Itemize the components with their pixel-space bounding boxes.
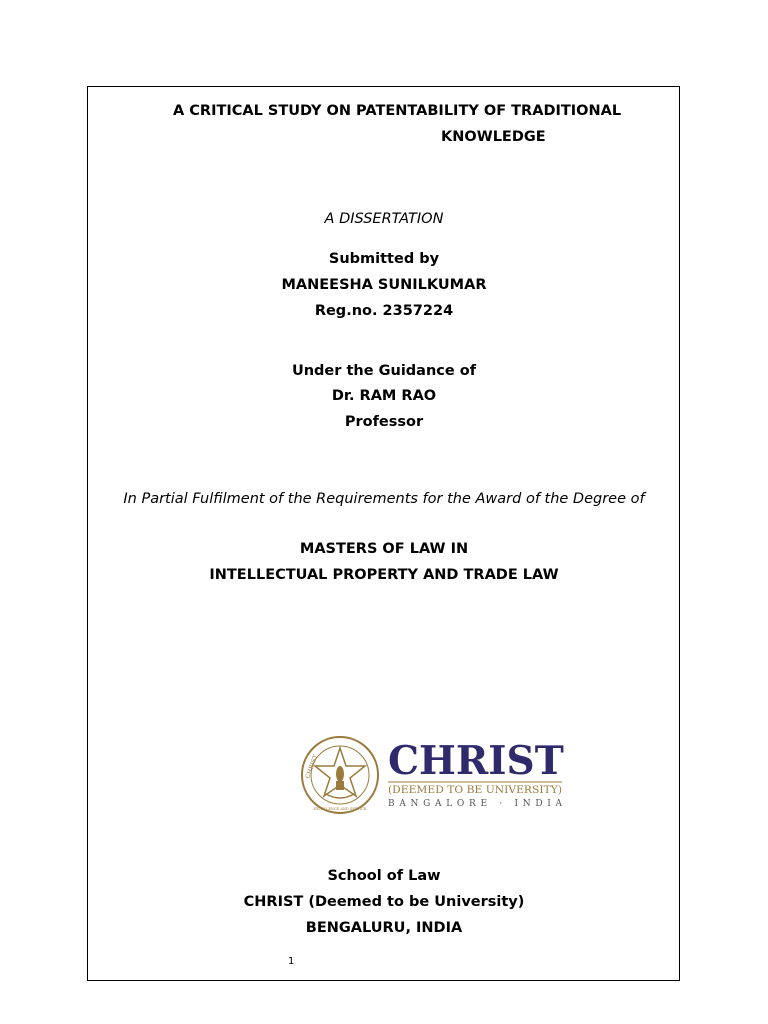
guide-designation: Professor — [344, 414, 424, 430]
logo-wordmark: CHRIST — [388, 738, 564, 784]
christ-logo-graphic — [296, 734, 568, 816]
guidance-label: Under the Guidance of — [291, 363, 477, 379]
degree-line-2: INTELLECTUAL PROPERTY AND TRADE LAW — [209, 567, 559, 583]
student-name: MANEESHA SUNILKUMAR — [281, 277, 487, 293]
submitted-by-label: Submitted by — [328, 251, 440, 267]
university-name: CHRIST (Deemed to be University) — [243, 894, 525, 910]
dissertation-title-line-2: KNOWLEDGE — [441, 129, 546, 145]
degree-line-1: MASTERS OF LAW IN — [299, 541, 469, 557]
logo-subtitle: (DEEMED TO BE UNIVERSITY) — [388, 785, 563, 796]
university-logo — [296, 734, 568, 816]
document-type: A DISSERTATION — [324, 211, 444, 227]
page-number: 1 — [288, 956, 295, 967]
school-name: School of Law — [327, 868, 441, 884]
dissertation-title-line-1: A CRITICAL STUDY ON PATENTABILITY OF TRADITIONAL — [173, 103, 622, 119]
university-location: BENGALURU, INDIA — [305, 920, 463, 936]
registration-number: Reg.no. 2357224 — [314, 303, 454, 319]
logo-location: BANGALORE · INDIA — [388, 799, 562, 809]
seal-text-top: CHRIST — [304, 753, 320, 780]
seal-text-bottom: EXCELLENCE AND SERVICE — [313, 807, 367, 811]
fulfilment-statement: In Partial Fulfilment of the Requirements for the Award of the Degree of — [123, 491, 645, 507]
guide-name: Dr. RAM RAO — [331, 388, 437, 404]
university-seal-icon — [302, 737, 378, 813]
